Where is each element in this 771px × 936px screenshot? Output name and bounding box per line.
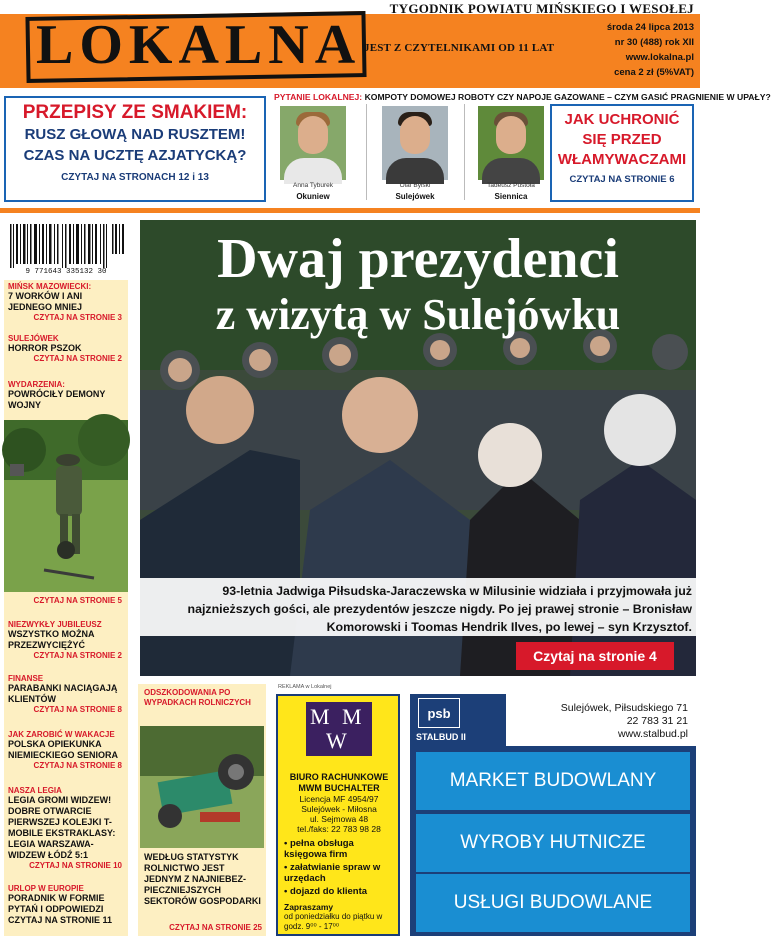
burglar-heading: JAK UCHRONIĆ SIĘ PRZED WŁAMYWACZAMI bbox=[557, 111, 687, 168]
recipe-line-2: CZAS NA UCZTĘ AZJATYCKĄ? bbox=[23, 147, 247, 164]
respondent-name-3: Tadeusz Pustoła bbox=[487, 182, 535, 189]
issue-date: środa 24 lipca 2013 bbox=[606, 22, 694, 33]
respondent-photo-2 bbox=[382, 106, 448, 180]
news-item[interactable] bbox=[8, 730, 126, 770]
news-category: JAK ZAROBIĆ W WAKACJE bbox=[8, 730, 115, 739]
news-read-more[interactable]: CZYTAJ NA STRONIE 2 bbox=[33, 651, 122, 660]
news-item[interactable] bbox=[8, 620, 126, 660]
mmw-accounting-ad[interactable] bbox=[276, 694, 400, 936]
hero-read-more-button[interactable]: Czytaj na stronie 4 bbox=[516, 642, 674, 670]
mmw-logo-letter: W bbox=[326, 728, 347, 753]
poll-label: PYTANIE LOKALNEJ: bbox=[274, 92, 363, 102]
wyroby-hutnicze-button[interactable]: WYROBY HUTNICZE bbox=[416, 814, 690, 872]
stalbud-contact-panel bbox=[506, 694, 696, 746]
stalbud-contact bbox=[561, 702, 688, 741]
respondent-photo-3 bbox=[478, 106, 544, 180]
news-item[interactable] bbox=[8, 786, 126, 870]
news-category: NIEZWYKŁY JUBILEUSZ bbox=[8, 620, 102, 629]
news-read-more[interactable]: CZYTAJ NA STRONIE 8 bbox=[33, 705, 122, 714]
stalbud-address: Sulejówek, Piłsudskiego 71 bbox=[560, 702, 688, 714]
stalbud-phone: 22 783 31 21 bbox=[626, 715, 688, 727]
recipe-read-more[interactable]: CZYTAJ NA STRONACH 12 i 13 bbox=[61, 172, 209, 183]
news-item[interactable] bbox=[8, 884, 126, 926]
news-headline: POLSKA OPIEKUNKA NIEMIECKIEGO SENIORA bbox=[8, 739, 119, 760]
news-category: URLOP W EUROPIE bbox=[8, 884, 84, 893]
mmw-invite: Zapraszamy bbox=[284, 902, 334, 912]
respondent-photo-1 bbox=[280, 106, 346, 180]
barcode bbox=[4, 222, 128, 268]
masthead-tagline: TYGODNIK POWIATU MIŃSKIEGO I WESOŁEJ bbox=[389, 1, 694, 16]
news-headline: 7 WORKÓW I ANI JEDNEGO MNIEJ bbox=[8, 291, 83, 312]
accident-category: ODSZKODOWANIA PO WYPADKACH ROLNICZYCH bbox=[144, 688, 251, 707]
stalbud-name: STALBUD II bbox=[416, 732, 466, 742]
reenactment-photo bbox=[4, 420, 128, 592]
news-headline: PORADNIK W FORMIE PYTAŃ I ODPOWIEDZI CZYTAJ NA STRONIE 11 bbox=[8, 893, 113, 925]
news-item[interactable] bbox=[8, 380, 126, 411]
stalbud-website[interactable]: www.stalbud.pl bbox=[617, 728, 688, 740]
news-read-more[interactable]: CZYTAJ NA STRONIE 8 bbox=[33, 761, 122, 770]
news-category: MIŃSK MAZOWIECKI: bbox=[8, 282, 92, 291]
news-headline: POWRÓCIŁY DEMONY WOJNY bbox=[8, 389, 106, 410]
mmw-bullet: • załatwianie spraw w urzędach bbox=[284, 862, 381, 884]
news-item[interactable] bbox=[8, 334, 126, 363]
news-category: FINANSE bbox=[8, 674, 44, 683]
newspaper-logo[interactable]: LOKALNA bbox=[36, 14, 362, 76]
accident-read-more[interactable]: CZYTAJ NA STRONIE 25 bbox=[169, 923, 262, 932]
news-read-more-wydarzenia[interactable]: CZYTAJ NA STRONIE 5 bbox=[33, 596, 122, 605]
respondent-town-3: Siennica bbox=[494, 192, 528, 201]
ad-label: REKLAMA w Lokalnej bbox=[278, 684, 332, 690]
news-read-more[interactable]: CZYTAJ NA STRONIE 2 bbox=[33, 354, 122, 363]
recipe-teaser[interactable] bbox=[4, 96, 266, 202]
burglar-read-more[interactable]: CZYTAJ NA STRONIE 6 bbox=[569, 174, 675, 185]
mmw-hours: od poniedziałku do piątku w godz. 9⁰⁰ - 17⁰⁰ bbox=[284, 912, 383, 931]
mmw-bullet: • pełna obsługa księgowa firm bbox=[284, 838, 354, 860]
barcode-number: 9 771643 335132 30 bbox=[25, 268, 107, 276]
mmw-logo-letter: M bbox=[310, 704, 330, 729]
respondent-town-1: Okuniew bbox=[296, 192, 330, 201]
issue-info bbox=[607, 20, 694, 80]
mmw-phone: tel./faks: 22 783 98 28 bbox=[297, 824, 381, 834]
market-budowlany-button[interactable]: MARKET BUDOWLANY bbox=[416, 752, 690, 810]
hero-headline-line-1[interactable]: Dwaj prezydenci bbox=[217, 228, 619, 290]
respondent-name-1: Anna Tyburek bbox=[293, 182, 333, 189]
uslugi-budowlane-button[interactable]: USŁUGI BUDOWLANE bbox=[416, 874, 690, 932]
issue-number: nr 30 (488) rok XII bbox=[614, 37, 694, 48]
respondent-town-2: Sulejówek bbox=[395, 192, 435, 201]
poll-question bbox=[274, 92, 771, 102]
accident-text: WEDŁUG STATYSTYK ROLNICTWO JEST JEDNYM Z NAJNIEBEZ-PIECZNIEJSZYCH SEKTORÓW GOSPODARKI bbox=[144, 852, 261, 906]
tractor-photo bbox=[140, 726, 264, 848]
respondent-name-2: Olaf Bylski bbox=[399, 182, 431, 189]
accident-teaser[interactable] bbox=[138, 684, 266, 936]
mmw-name-1: BIURO RACHUNKOWE bbox=[289, 772, 389, 782]
masthead bbox=[0, 0, 700, 88]
mmw-street: ul. Sejmowa 48 bbox=[309, 814, 369, 824]
mmw-license: Licencja MF 4954/97 bbox=[299, 794, 379, 804]
psb-logo: psb bbox=[418, 698, 460, 728]
mmw-bullet-text: załatwianie spraw w urzędach bbox=[284, 862, 381, 884]
news-read-more[interactable]: CZYTAJ NA STRONIE 10 bbox=[29, 861, 122, 870]
stalbud-ad[interactable] bbox=[410, 694, 696, 936]
news-category: WYDARZENIA: bbox=[8, 380, 65, 389]
mmw-city: Sulejówek - Miłosna bbox=[301, 804, 377, 814]
mmw-bullet-text: dojazd do klienta bbox=[289, 886, 368, 897]
recipe-line-1: RUSZ GŁOWĄ NAD RUSZTEM! bbox=[24, 126, 246, 143]
mmw-logo bbox=[306, 702, 372, 756]
burglar-teaser[interactable] bbox=[550, 104, 694, 202]
news-headline: WSZYSTKO MOŻNA PRZEZWYCIĘŻYĆ bbox=[8, 629, 95, 650]
recipe-heading: PRZEPISY ZE SMAKIEM: bbox=[22, 102, 248, 123]
news-category: SULEJÓWEK bbox=[8, 334, 59, 343]
news-headline: PARABANKI NACIĄGAJĄ KLIENTÓW bbox=[8, 683, 118, 704]
poll-question-text: KOMPOTY DOMOWEJ ROBOTY CZY NAPOJE GAZOWANE – CZYM GASIĆ PRAGNIENIE W UPAŁY? bbox=[364, 92, 771, 102]
news-headline: LEGIA GROMI WIDZEW! DOBRE OTWARCIE PIERWSZEJ KOLEJKI T-MOBILE EKSTRAKLASY: LEGIA WARSZAWA-WIDZEW ŁÓDŹ 5:1 bbox=[8, 795, 116, 860]
mmw-bullet-text: pełna obsługa księgowa firm bbox=[284, 838, 354, 860]
news-item[interactable] bbox=[8, 282, 126, 322]
news-category: NASZA LEGIA bbox=[8, 786, 62, 795]
hero-headline-line-2[interactable]: z wizytą w Sulejówku bbox=[215, 290, 621, 339]
section-divider bbox=[0, 208, 700, 213]
hero-caption: 93-letnia Jadwiga Piłsudska-Jaraczewska w Milusinie widziała i przyjmowała już najznieższych gości, ale prezydentów jeszcze nigdy. Po jej prawej stronie – Bronisław Komorowski i Toomas Hendrik Ilves, po lewej – syn Krzysztof. bbox=[187, 584, 692, 634]
issue-price: cena 2 zł (5%VAT) bbox=[614, 67, 694, 78]
news-item[interactable] bbox=[8, 674, 126, 714]
website-link[interactable]: www.lokalna.pl bbox=[625, 52, 694, 63]
mmw-bullet: • dojazd do klienta bbox=[284, 886, 368, 897]
mmw-logo-letter: M bbox=[342, 704, 362, 729]
news-headline: HORROR PSZOK bbox=[8, 343, 82, 353]
masthead-subtag: JEST Z CZYTELNIKAMI OD 11 LAT bbox=[364, 42, 555, 54]
news-read-more[interactable]: CZYTAJ NA STRONIE 3 bbox=[33, 313, 122, 322]
mmw-name-2: MWM BUCHALTER bbox=[298, 783, 380, 793]
